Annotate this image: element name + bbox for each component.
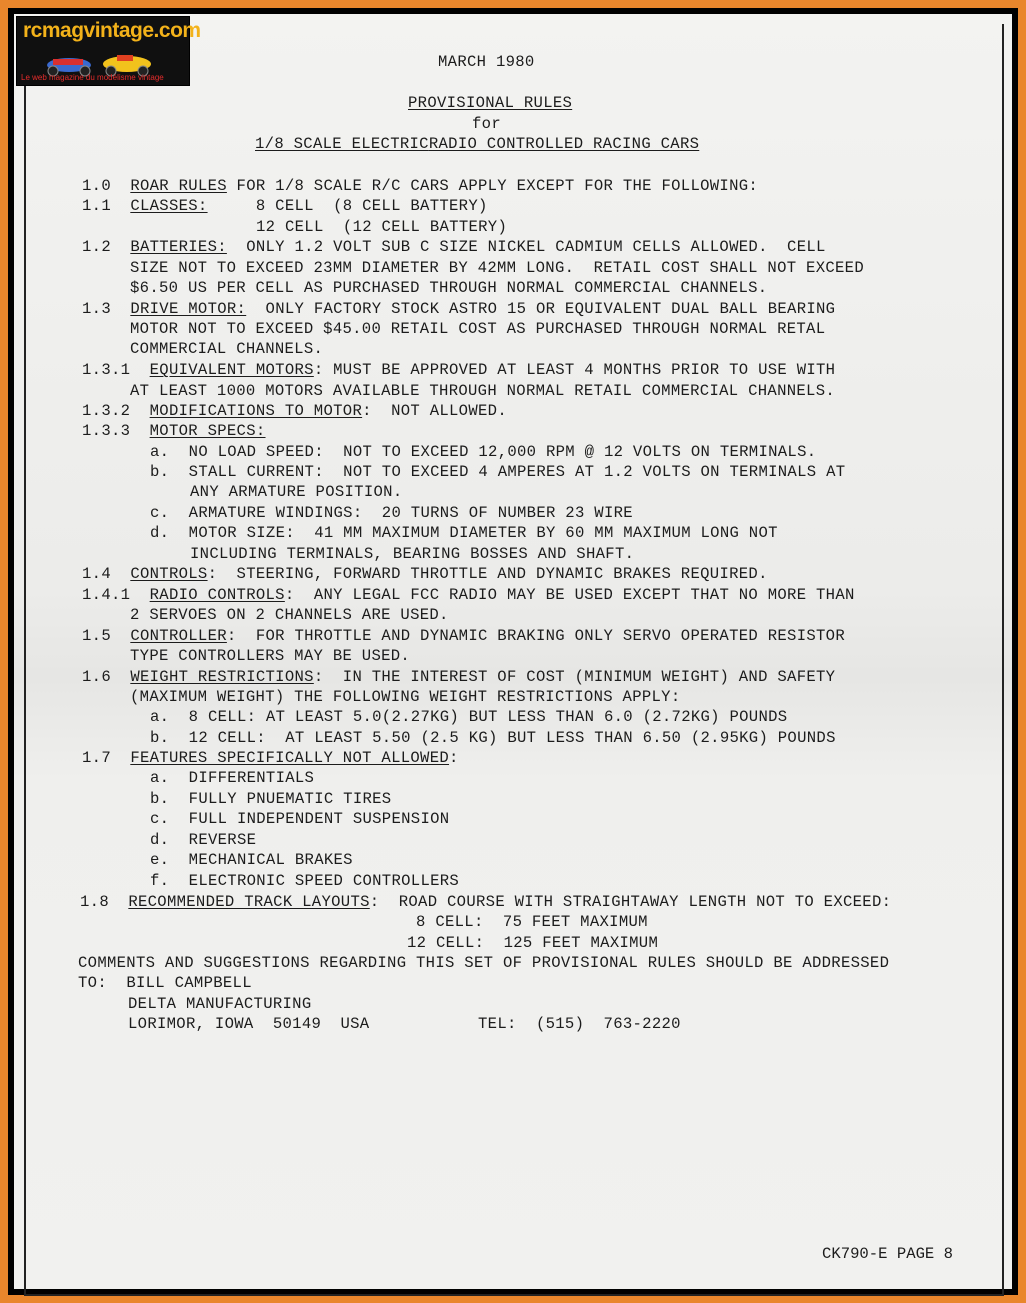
rule-1-3-2 bbox=[82, 401, 507, 421]
item-text: STALL CURRENT: NOT TO EXCEED 4 AMPERES AT 1.2 VOLTS ON TERMINALS AT bbox=[188, 463, 846, 481]
rule-heading: DRIVE MOTOR: bbox=[130, 300, 247, 318]
rule-1-0 bbox=[82, 176, 758, 196]
rule-heading: RADIO CONTROLS bbox=[149, 586, 285, 604]
comments-to bbox=[78, 973, 252, 993]
item-letter: b. bbox=[150, 463, 170, 481]
item-letter: a. bbox=[150, 443, 170, 461]
item-text: ARMATURE WINDINGS: 20 TURNS OF NUMBER 23 WIRE bbox=[188, 504, 633, 522]
item-text: 8 CELL: AT LEAST 5.0(2.27KG) BUT LESS THAN 6.0 (2.72KG) POUNDS bbox=[188, 708, 788, 726]
rule-1-2-line2: SIZE NOT TO EXCEED 23MM DIAMETER BY 42MM LONG. RETAIL COST SHALL NOT EXCEED bbox=[130, 259, 864, 277]
rule-text: : STEERING, FORWARD THROTTLE AND DYNAMIC BRAKES REQUIRED. bbox=[207, 565, 768, 583]
item-letter: c. bbox=[150, 810, 170, 828]
rule-number: 1.7 bbox=[82, 749, 111, 767]
feature-item bbox=[150, 809, 449, 829]
rule-number: 1.4.1 bbox=[82, 586, 131, 604]
rule-1-1-line2: 12 CELL (12 CELL BATTERY) bbox=[256, 218, 508, 236]
rule-number: 1.8 bbox=[80, 893, 109, 911]
item-letter: b. bbox=[150, 790, 170, 808]
rule-heading: FEATURES SPECIFICALLY NOT ALLOWED bbox=[130, 749, 450, 767]
rule-1-5 bbox=[82, 626, 845, 646]
document-date: MARCH 1980 bbox=[438, 53, 535, 71]
spec-item bbox=[150, 523, 778, 543]
item-text: MOTOR SIZE: 41 MM MAXIMUM DIAMETER BY 60 MM MAXIMUM LONG NOT bbox=[188, 524, 778, 542]
rule-heading: MOTOR SPECS: bbox=[149, 422, 266, 440]
rule-1-8 bbox=[80, 892, 891, 912]
title-for: for bbox=[472, 115, 501, 133]
rule-heading: ROAR RULES bbox=[130, 177, 227, 195]
rule-text: : bbox=[449, 749, 459, 767]
track-12-cell: 12 CELL: 125 FEET MAXIMUM bbox=[407, 934, 659, 952]
spec-item-line2: ANY ARMATURE POSITION. bbox=[190, 483, 403, 501]
rule-1-6-line2: (MAXIMUM WEIGHT) THE FOLLOWING WEIGHT RESTRICTIONS APPLY: bbox=[130, 688, 681, 706]
rule-number: 1.1 bbox=[82, 197, 111, 215]
feature-item bbox=[150, 789, 391, 809]
rule-heading: EQUIVALENT MOTORS bbox=[149, 361, 314, 379]
rule-heading: MODIFICATIONS TO MOTOR bbox=[149, 402, 363, 420]
logo-title: rcmagvintage.com bbox=[23, 19, 201, 42]
rule-1-3-line2: MOTOR NOT TO EXCEED $45.00 RETAIL COST AS PURCHASED THROUGH NORMAL RETAL bbox=[130, 320, 826, 338]
track-8-cell: 8 CELL: 75 FEET MAXIMUM bbox=[416, 913, 648, 931]
item-letter: b. bbox=[150, 729, 170, 747]
rule-number: 1.5 bbox=[82, 627, 111, 645]
rule-1-3-1-line2: AT LEAST 1000 MOTORS AVAILABLE THROUGH NORMAL RETAIL COMMERCIAL CHANNELS. bbox=[130, 382, 836, 400]
feature-item bbox=[150, 768, 314, 788]
rule-heading: CONTROLLER bbox=[130, 627, 227, 645]
rule-text: : IN THE INTEREST OF COST (MINIMUM WEIGHT) AND SAFETY bbox=[313, 668, 836, 686]
rule-text: ONLY 1.2 VOLT SUB C SIZE NICKEL CADMIUM CELLS ALLOWED. CELL bbox=[226, 238, 826, 256]
rule-number: 1.3.3 bbox=[82, 422, 131, 440]
item-text: FULL INDEPENDENT SUSPENSION bbox=[188, 810, 450, 828]
rule-number: 1.3.1 bbox=[82, 361, 131, 379]
rule-1-4-1-line2: 2 SERVOES ON 2 CHANNELS ARE USED. bbox=[130, 606, 449, 624]
rule-heading: CLASSES: bbox=[130, 197, 208, 215]
item-text: DIFFERENTIALS bbox=[188, 769, 315, 787]
rule-heading: WEIGHT RESTRICTIONS bbox=[130, 668, 314, 686]
contact-phone: TEL: (515) 763-2220 bbox=[478, 1015, 681, 1033]
item-letter: a. bbox=[150, 708, 170, 726]
rule-heading: BATTERIES: bbox=[130, 238, 227, 256]
rule-1-2 bbox=[82, 237, 826, 257]
feature-item bbox=[150, 830, 256, 850]
weight-item bbox=[150, 728, 836, 748]
document-title: PROVISIONAL RULES bbox=[408, 94, 573, 112]
rule-number: 1.6 bbox=[82, 668, 111, 686]
rule-1-4 bbox=[82, 564, 768, 584]
rule-text: : NOT ALLOWED. bbox=[362, 402, 507, 420]
rule-1-3-line3: COMMERCIAL CHANNELS. bbox=[130, 340, 324, 358]
rule-1-3-3 bbox=[82, 421, 266, 441]
rule-number: 1.0 bbox=[82, 177, 111, 195]
item-letter: e. bbox=[150, 851, 170, 869]
to-label: TO: bbox=[78, 974, 107, 992]
spec-item bbox=[150, 503, 633, 523]
contact-name: BILL CAMPBELL bbox=[126, 974, 252, 992]
item-letter: f. bbox=[150, 872, 170, 890]
contact-company: DELTA MANUFACTURING bbox=[128, 995, 312, 1013]
spec-item bbox=[150, 442, 816, 462]
item-text: 12 CELL: AT LEAST 5.50 (2.5 KG) BUT LESS THAN 6.50 (2.95KG) POUNDS bbox=[188, 729, 836, 747]
rule-1-3 bbox=[82, 299, 835, 319]
rule-text: : ANY LEGAL FCC RADIO MAY BE USED EXCEPT THAT NO MORE THAN bbox=[284, 586, 855, 604]
item-text: NO LOAD SPEED: NOT TO EXCEED 12,000 RPM @ 12 VOLTS ON TERMINALS. bbox=[188, 443, 817, 461]
item-letter: d. bbox=[150, 831, 170, 849]
rule-text: : ROAD COURSE WITH STRAIGHTAWAY LENGTH NOT TO EXCEED: bbox=[369, 893, 892, 911]
feature-item bbox=[150, 871, 459, 891]
rule-text: FOR 1/8 SCALE R/C CARS APPLY EXCEPT FOR THE FOLLOWING: bbox=[226, 177, 759, 195]
item-text: MECHANICAL BRAKES bbox=[188, 851, 353, 869]
rule-number: 1.2 bbox=[82, 238, 111, 256]
rule-1-3-1 bbox=[82, 360, 835, 380]
feature-item bbox=[150, 850, 353, 870]
site-logo[interactable] bbox=[16, 16, 201, 86]
rule-text: ONLY FACTORY STOCK ASTRO 15 OR EQUIVALENT DUAL BALL BEARING bbox=[246, 300, 836, 318]
subtitle-part-b: RADIO CONTROLLED RACING CARS bbox=[428, 135, 700, 153]
rule-heading: CONTROLS bbox=[130, 565, 208, 583]
rule-number: 1.4 bbox=[82, 565, 111, 583]
document-subtitle bbox=[255, 134, 699, 154]
item-text: REVERSE bbox=[188, 831, 257, 849]
item-text: FULLY PNUEMATIC TIRES bbox=[188, 790, 392, 808]
rule-heading: RECOMMENDED TRACK LAYOUTS bbox=[128, 893, 370, 911]
item-letter: a. bbox=[150, 769, 170, 787]
logo-tagline: Le web magazine du modélisme vintage bbox=[21, 73, 164, 82]
comments-line: COMMENTS AND SUGGESTIONS REGARDING THIS SET OF PROVISIONAL RULES SHOULD BE ADDRESSED bbox=[78, 954, 890, 972]
rule-text: : FOR THROTTLE AND DYNAMIC BRAKING ONLY SERVO OPERATED RESISTOR bbox=[226, 627, 845, 645]
item-letter: d. bbox=[150, 524, 170, 542]
item-text: ELECTRONIC SPEED CONTROLLERS bbox=[188, 872, 460, 890]
rule-number: 1.3 bbox=[82, 300, 111, 318]
rule-number: 1.3.2 bbox=[82, 402, 131, 420]
subtitle-part-a: 1/8 SCALE ELECTRIC bbox=[255, 135, 429, 153]
rule-1-1 bbox=[82, 196, 488, 216]
spec-item bbox=[150, 462, 845, 482]
rule-1-2-line3: $6.50 US PER CELL AS PURCHASED THROUGH NORMAL COMMERCIAL CHANNELS. bbox=[130, 279, 768, 297]
weight-item bbox=[150, 707, 787, 727]
page-footer: CK790-E PAGE 8 bbox=[822, 1245, 954, 1263]
rule-text: : MUST BE APPROVED AT LEAST 4 MONTHS PRIOR TO USE WITH bbox=[313, 361, 836, 379]
rule-1-4-1 bbox=[82, 585, 855, 605]
contact-address: LORIMOR, IOWA 50149 USA bbox=[128, 1015, 370, 1033]
rule-text: 8 CELL (8 CELL BATTERY) bbox=[207, 197, 488, 215]
rule-1-6 bbox=[82, 667, 835, 687]
spec-item-line2: INCLUDING TERMINALS, BEARING BOSSES AND SHAFT. bbox=[190, 545, 635, 563]
item-letter: c. bbox=[150, 504, 170, 522]
rule-1-5-line2: TYPE CONTROLLERS MAY BE USED. bbox=[130, 647, 411, 665]
rule-1-7 bbox=[82, 748, 459, 768]
